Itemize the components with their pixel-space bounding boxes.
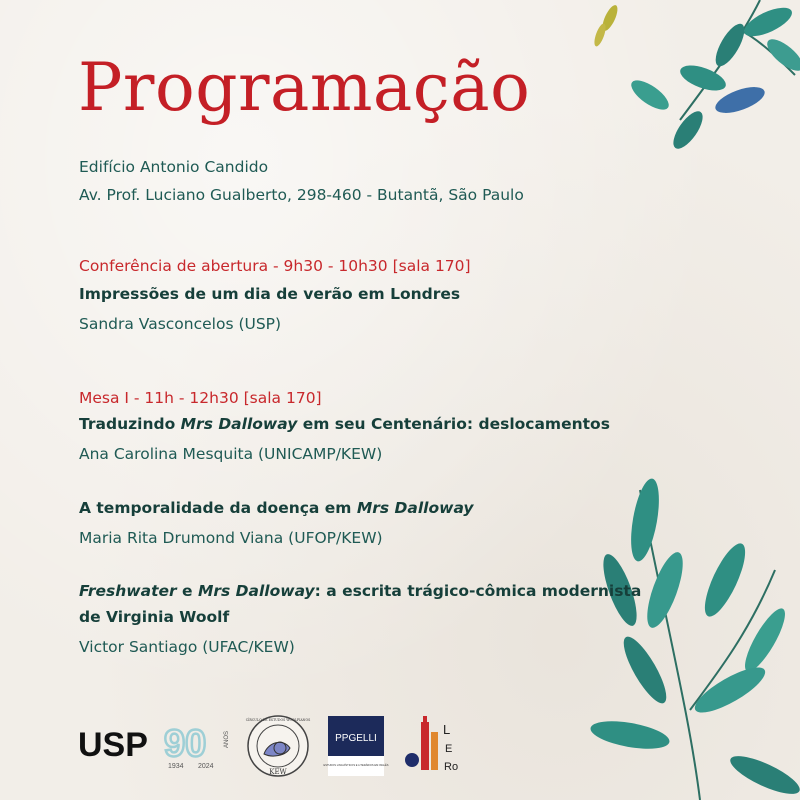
usp-90-logo (78, 723, 230, 770)
opening-talk-title: Impressões de um dia de verão em Londres (79, 285, 461, 303)
talk-title-italic: Mrs Dalloway (356, 499, 474, 517)
talk-title-line2: de Virginia Woolf (79, 608, 230, 626)
talk-item (79, 578, 641, 660)
talk-speaker: Victor Santiago (UFAC/KEW) (79, 638, 295, 656)
opening-label: Conferência de abertura - 9h30 - 10h30 [sala 170] (79, 257, 471, 275)
usp-90-text: 90 (164, 723, 207, 765)
opening-conference (79, 253, 471, 337)
kew-logo-text: KEW (269, 768, 287, 776)
ppgelli-subtitle: ESTUDOS LINGUÍSTICOS E LITERÁRIOS EM INGLÊS (323, 764, 389, 767)
usp-anos-text: ANOS (224, 730, 230, 748)
talk-title (79, 578, 641, 604)
kew-ring-text: CÍRCULO DE ESTUDOS WOOLFIANOS (245, 718, 311, 722)
talk-title-italic: Freshwater (79, 582, 177, 600)
talk-speaker: Maria Rita Drumond Viana (UFOP/KEW) (79, 529, 383, 547)
mesa-session (79, 385, 610, 467)
lero-logo (405, 716, 458, 773)
logos-row (78, 712, 478, 782)
talk-title-text: e (176, 582, 198, 600)
mesa-label: Mesa I - 11h - 12h30 [sala 170] (79, 389, 322, 407)
venue-address: Av. Prof. Luciano Gualberto, 298-460 - Butantã, São Paulo (79, 186, 524, 204)
lero-e: E (445, 743, 453, 755)
page-title: Programação (78, 49, 531, 126)
leaves-top-decoration (590, 0, 800, 170)
talk-title-text: A temporalidade da doença em (79, 499, 357, 517)
usp-years-start: 1934 (168, 763, 184, 770)
talk-title-text: Traduzindo (79, 415, 181, 433)
ppgelli-logo-text: PPGELLI (335, 733, 377, 744)
talk-item (79, 495, 474, 551)
kew-logo (246, 716, 311, 776)
talk-title-italic: Mrs Dalloway (197, 582, 315, 600)
usp-logo-text: USP (78, 726, 148, 764)
talk-title (79, 495, 474, 521)
venue-building: Edifício Antonio Candido (79, 158, 269, 176)
talk-title-text: em seu Centenário: deslocamentos (297, 415, 610, 433)
talk-title-italic: Mrs Dalloway (180, 415, 298, 433)
talk-speaker: Ana Carolina Mesquita (UNICAMP/KEW) (79, 445, 383, 463)
venue-info (79, 153, 524, 209)
talk-title (79, 411, 610, 437)
talk-title-text: : a escrita trágico-cômica modernista (314, 582, 642, 600)
ppgelli-logo (323, 716, 388, 776)
lero-ro: Ro (444, 761, 459, 773)
opening-speaker: Sandra Vasconcelos (USP) (79, 315, 282, 333)
usp-years-end: 2024 (198, 763, 214, 770)
lero-l: L (443, 722, 451, 737)
